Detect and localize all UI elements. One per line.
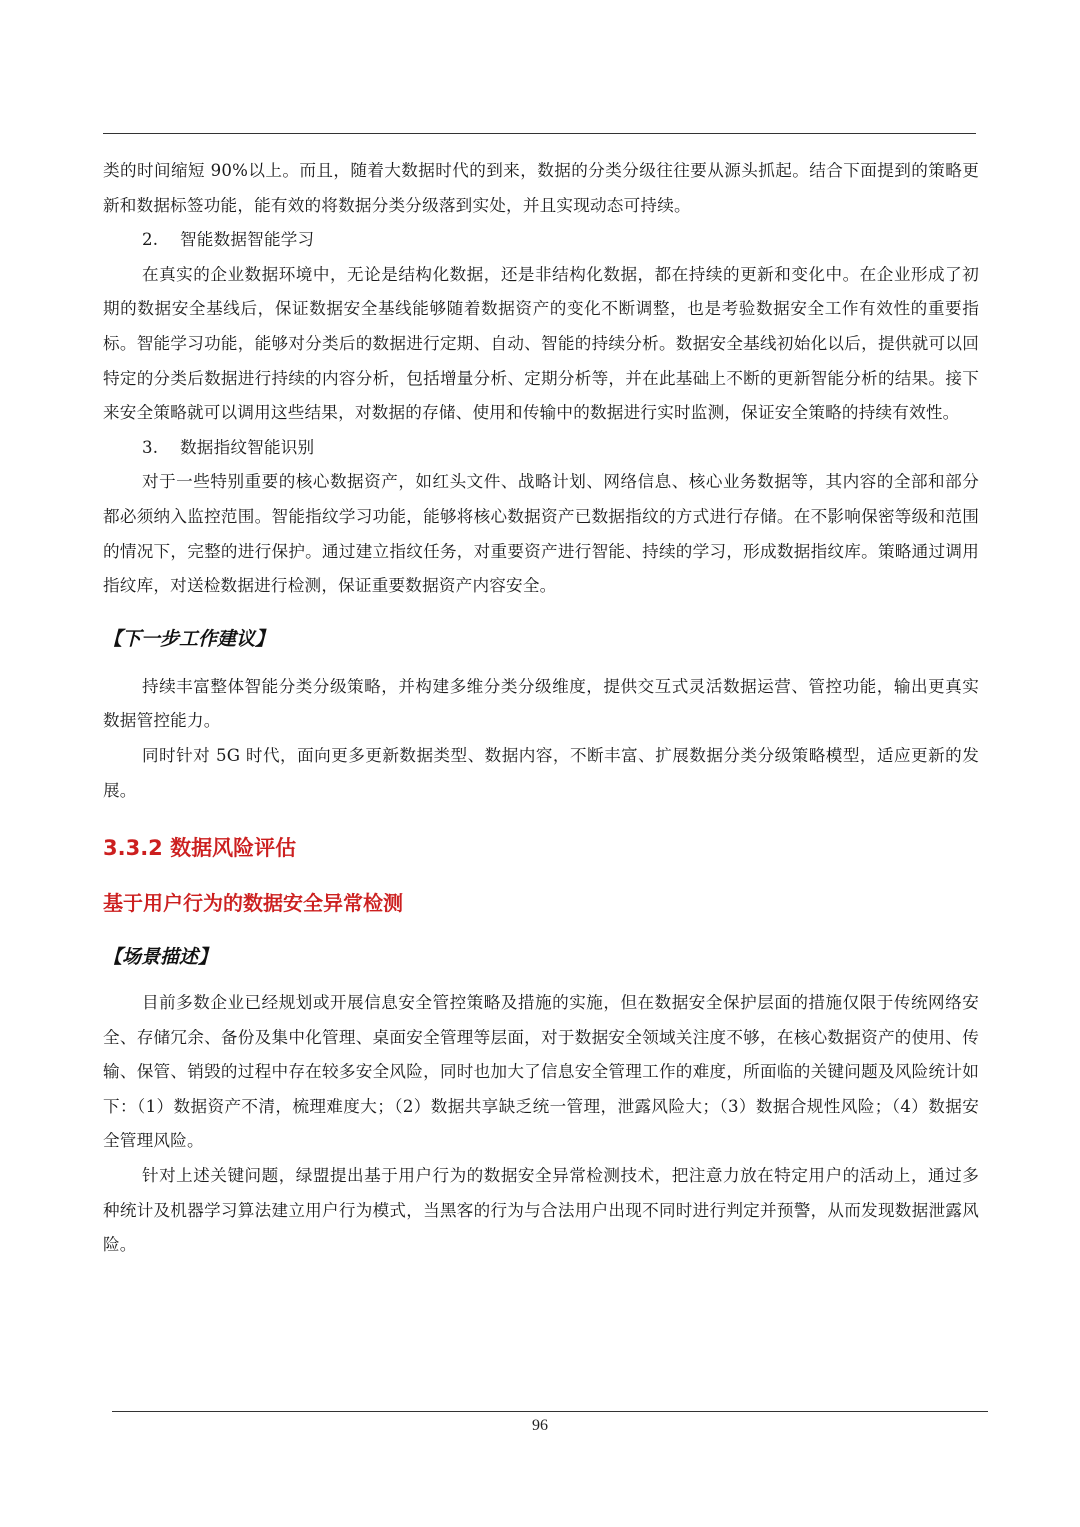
list-item-2 [103, 223, 979, 258]
paragraph-next-steps-2: 同时针对 5G 时代，面向更多更新数据类型、数据内容，不断丰富、扩展数据分类分级策略模型，适应更新的发展。 [103, 745, 979, 800]
heading-next-steps: 【下一步工作建议】 [103, 627, 275, 650]
paragraph-scenario-1: 目前多数企业已经规划或开展信息安全管控策略及措施的实施，但在数据安全保护层面的措施仅限于传统网络安全、存储冗余、备份及集中化管理、桌面安全管理等层面，对于数据安全领域关注度不够，在核心数据资产的使用、传输、保管、销毁的过程中存在较多安全风险，同时也加大了信息安全管理工作的难度，所面临的关键问题及风险统计如下：（1）数据资产不清，梳理难度大；（2）数据共享缺乏统一管理，泄露风险大；（3）数据合规性风险；（4）数据安全管理风险。 [103, 993, 979, 1151]
section-title: 3.3.2 数据风险评估 [103, 836, 297, 861]
paragraph-continued: 类的时间缩短 90%以上。而且，随着大数据时代的到来，数据的分类分级往往要从源头抓起。结合下面提到的策略更新和数据标签功能，能有效的将数据分类分级落到实处，并且实现动态可持续。 [103, 161, 979, 215]
page-body [103, 154, 979, 1263]
page-number: 96 [532, 1417, 548, 1434]
list-title: 数据指纹智能识别 [180, 437, 315, 457]
heading-scenario: 【场景描述】 [103, 946, 218, 969]
topic-title: 基于用户行为的数据安全异常检测 [103, 891, 403, 916]
header-rule [103, 133, 976, 134]
paragraph-scenario-2: 针对上述关键问题，绿盟提出基于用户行为的数据安全异常检测技术，把注意力放在特定用户的活动上，通过多种统计及机器学习算法建立用户行为模式，当黑客的行为与合法用户出现不同时进行判定并预警，从而发现数据泄露风险。 [103, 1166, 979, 1255]
list-item-3 [103, 431, 979, 466]
list-title: 智能数据智能学习 [180, 230, 315, 250]
paragraph-fingerprint: 对于一些特别重要的核心数据资产，如红头文件、战略计划、网络信息、核心业务数据等，其内容的全部和部分都必须纳入监控范围。智能指纹学习功能，能够将核心数据资产已数据指纹的方式进行存储。在不影响保密等级和范围的情况下，完整的进行保护。通过建立指纹任务，对重要资产进行智能、持续的学习，形成数据指纹库。策略通过调用指纹库，对送检数据进行检测，保证重要数据资产内容安全。 [103, 472, 979, 596]
list-number: 3. [142, 437, 159, 457]
paragraph-next-steps-1: 持续丰富整体智能分类分级策略，并构建多维分类分级维度，提供交互式灵活数据运营、管控功能，输出更真实数据管控能力。 [103, 676, 979, 731]
footer-rule [112, 1411, 988, 1412]
paragraph-smart-learning: 在真实的企业数据环境中，无论是结构化数据，还是非结构化数据，都在持续的更新和变化中。在企业形成了初期的数据安全基线后，保证数据安全基线能够随着数据资产的变化不断调整，也是考验数据安全工作有效性的重要指标。智能学习功能，能够对分类后的数据进行定期、自动、智能的持续分析。数据安全基线初始化以后，提供就可以回特定的分类后数据进行持续的内容分析，包括增量分析、定期分析等，并在此基础上不断的更新智能分析的结果。接下来安全策略就可以调用这些结果，对数据的存储、使用和传输中的数据进行实时监测，保证安全策略的持续有效性。 [103, 264, 979, 423]
list-number: 2. [142, 230, 159, 250]
